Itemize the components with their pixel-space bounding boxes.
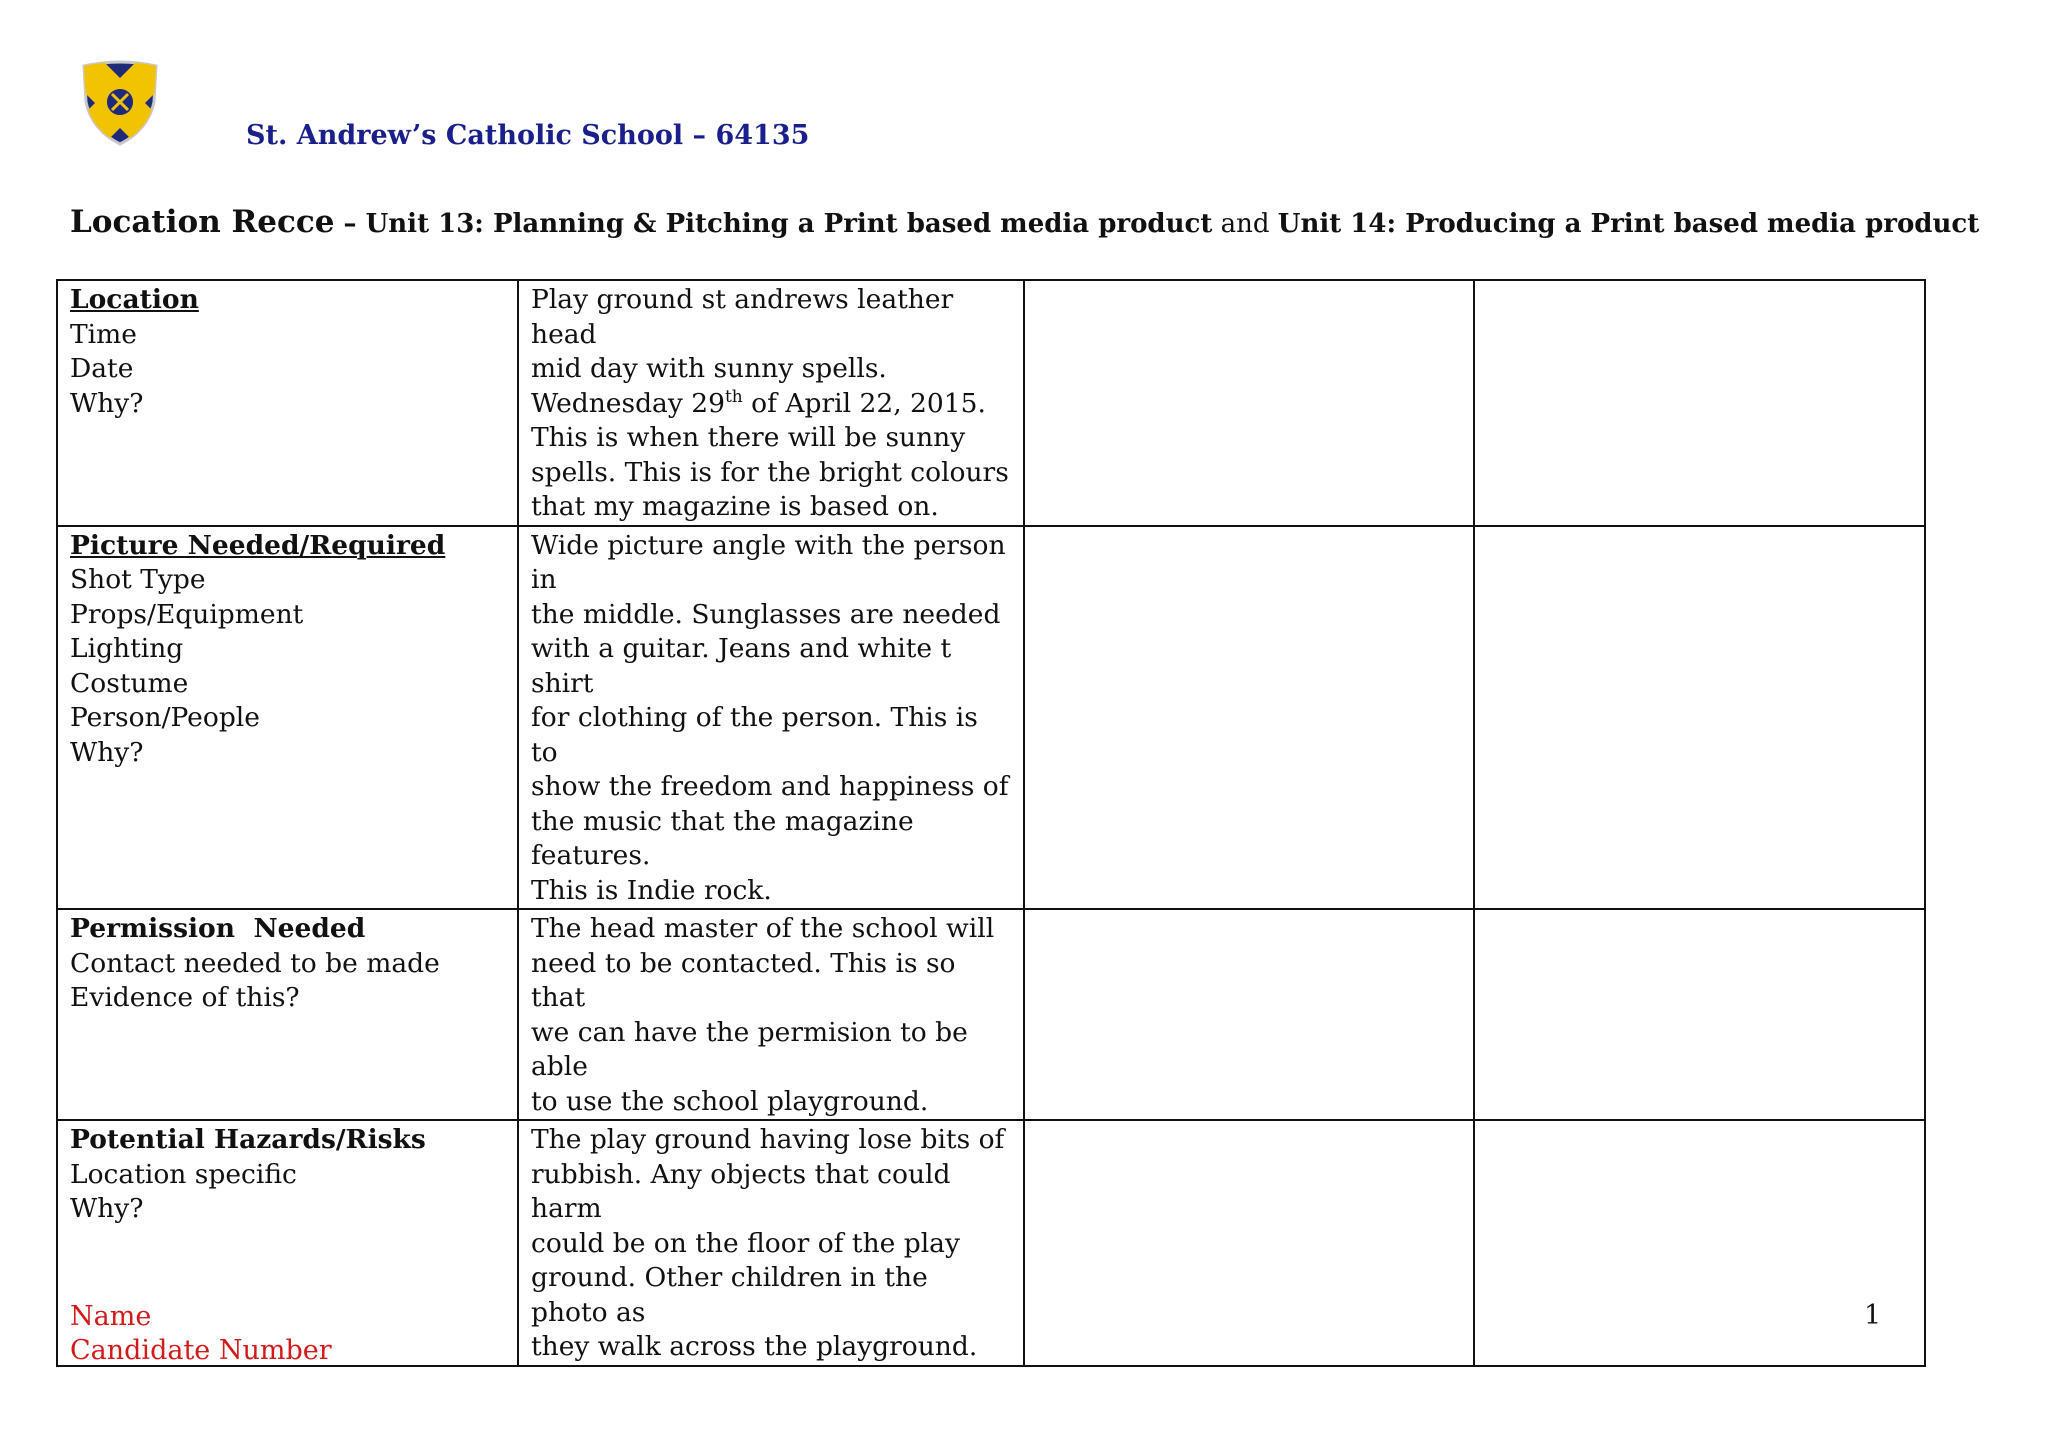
row-heading: Permission Needed bbox=[70, 913, 366, 944]
row-content: Wide picture angle with the person in the middle. Sunglasses are needed with a guitar. Jeans and white t shirt for clothing of the person. This is to show the freedom and happiness of the music that the magazine features. This is Indie rock. bbox=[531, 529, 1009, 906]
title-and: and bbox=[1212, 209, 1278, 239]
empty-cell[interactable] bbox=[1024, 909, 1474, 1120]
name-label: Name bbox=[70, 1301, 152, 1332]
candidate-number-label: Candidate Number bbox=[70, 1335, 332, 1366]
row-content bbox=[531, 283, 1011, 525]
row-content-cell[interactable] bbox=[518, 280, 1024, 526]
row-label: Location specific bbox=[70, 1158, 297, 1190]
row-label: Lighting bbox=[70, 633, 184, 664]
ordinal-suffix: th bbox=[724, 386, 743, 407]
table-row-location bbox=[57, 280, 1925, 526]
empty-cell[interactable] bbox=[1024, 280, 1474, 526]
row-content-cell[interactable] bbox=[518, 526, 1024, 910]
title-unit13: Unit 13: Planning & Pitching a Print based media product bbox=[365, 209, 1213, 239]
row-label: Costume bbox=[70, 667, 189, 699]
row-label: Contact needed to be made bbox=[70, 947, 440, 979]
row-heading: Potential Hazards/Risks bbox=[70, 1124, 426, 1155]
footer-labels bbox=[70, 1300, 332, 1368]
row-label: Evidence of this? bbox=[70, 982, 300, 1013]
row-label: Why? bbox=[70, 387, 144, 419]
row-heading: Picture Needed/Required bbox=[70, 529, 446, 561]
empty-cell[interactable] bbox=[1024, 1120, 1474, 1366]
row-label: Shot Type bbox=[70, 564, 206, 595]
empty-cell[interactable] bbox=[1024, 526, 1474, 910]
row-content-cell[interactable] bbox=[518, 909, 1024, 1120]
empty-cell[interactable] bbox=[1474, 526, 1925, 910]
row-label: Time bbox=[70, 318, 137, 350]
row-label-cell bbox=[57, 526, 518, 910]
row-label: Why? bbox=[70, 736, 144, 768]
row-label-cell bbox=[57, 909, 518, 1120]
row-label: Props/Equipment bbox=[70, 598, 304, 630]
table-row-hazards bbox=[57, 1120, 1925, 1366]
page-number: 1 bbox=[1864, 1300, 1882, 1331]
table-row-picture bbox=[57, 526, 1925, 910]
row-label: Why? bbox=[70, 1193, 144, 1224]
school-name-heading: St. Andrew’s Catholic School – 64135 bbox=[246, 120, 810, 151]
row-content: The head master of the school will need to be contacted. This is so that we can have the permision to be able to use the school playground. bbox=[531, 913, 995, 1117]
row-label: Date bbox=[70, 353, 134, 384]
table-row-permission bbox=[57, 909, 1925, 1120]
title-main: Location Recce bbox=[70, 204, 335, 240]
row-content-part: Play ground st andrews leather head mid day with sunny spells. Wednesday 29 bbox=[531, 284, 954, 419]
document-title bbox=[70, 204, 1979, 240]
row-label-cell bbox=[57, 280, 518, 526]
title-dash: – bbox=[334, 209, 366, 239]
row-content: The play ground having lose bits of rubbish. Any objects that could harm could be on the floor of the play ground. Other children in the photo as they walk across the playground. bbox=[531, 1124, 1005, 1362]
title-unit14: Unit 14: Producing a Print based media product bbox=[1277, 209, 1980, 239]
empty-cell[interactable] bbox=[1474, 1120, 1925, 1366]
school-crest-logo bbox=[78, 58, 162, 148]
location-recce-table bbox=[56, 279, 1926, 1367]
row-content-part: of April 22, 2015. This is when there will be sunny spells. This is for the bright colours that my magazine is based on. bbox=[531, 387, 1009, 522]
empty-cell[interactable] bbox=[1474, 909, 1925, 1120]
row-heading: Location bbox=[70, 284, 199, 315]
row-label: Person/People bbox=[70, 702, 260, 733]
row-content-cell[interactable] bbox=[518, 1120, 1024, 1366]
empty-cell[interactable] bbox=[1474, 280, 1925, 526]
